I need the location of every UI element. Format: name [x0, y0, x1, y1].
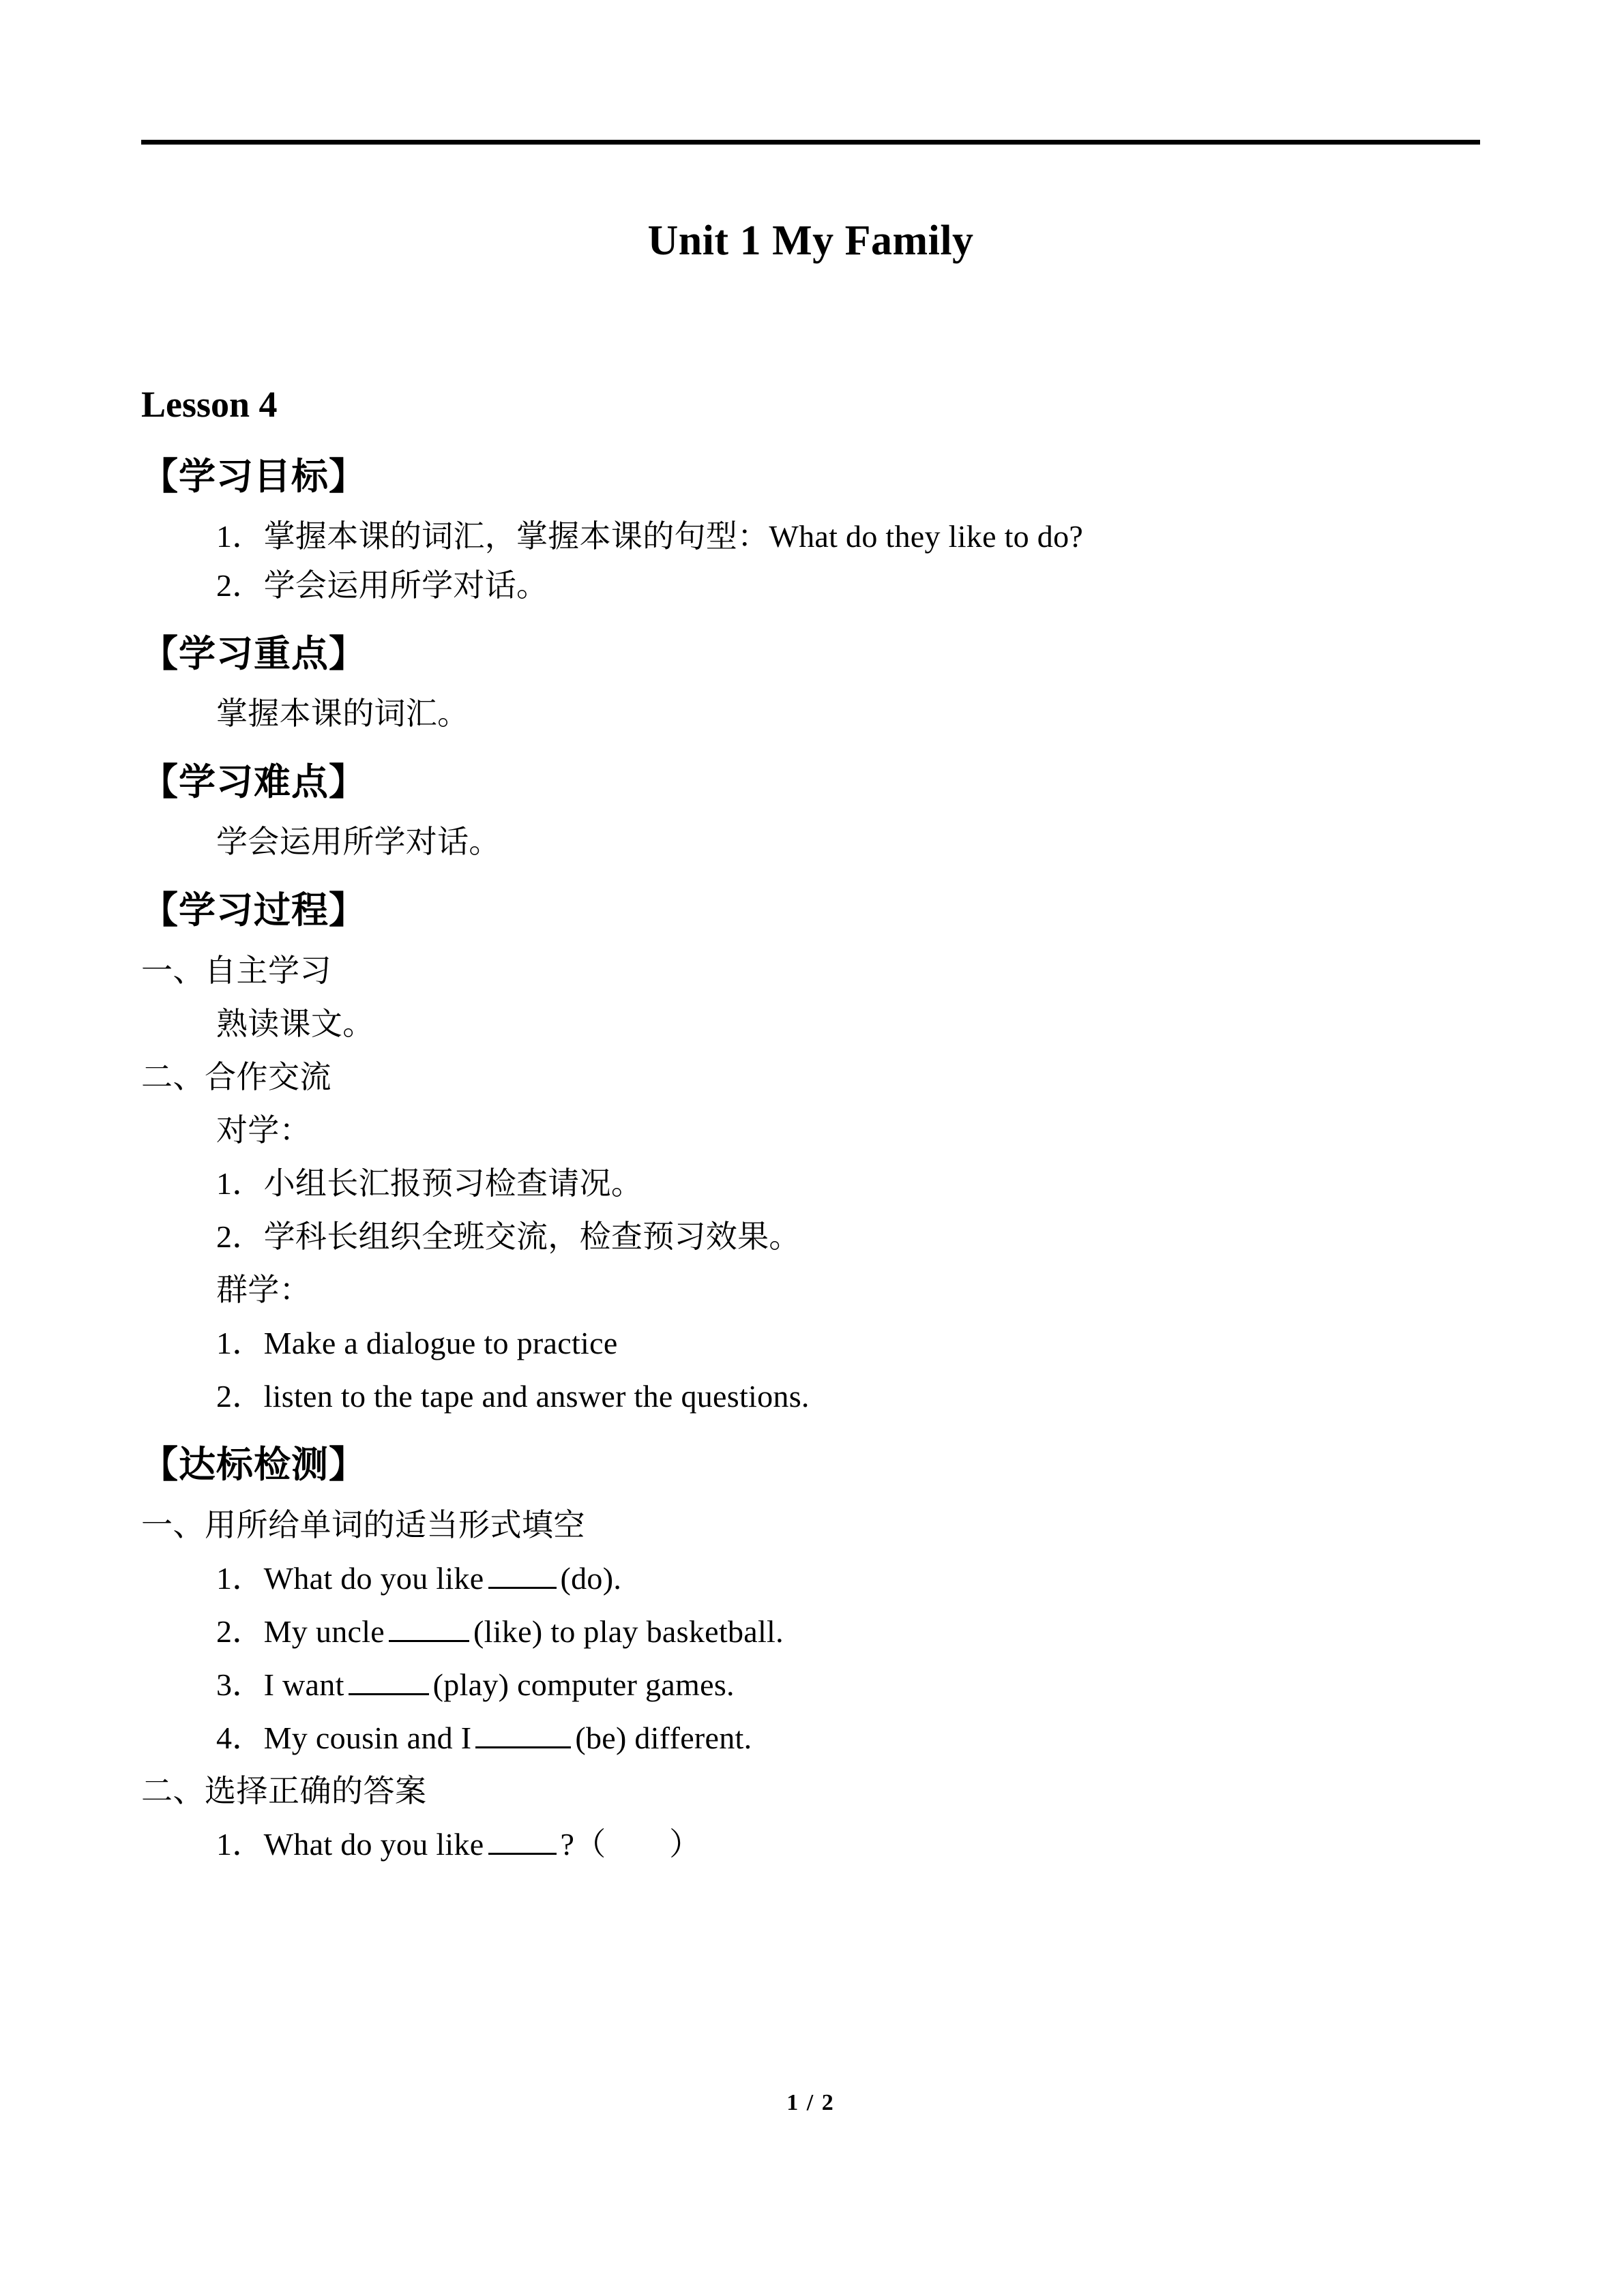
item-number: 1．	[216, 1827, 264, 1862]
exercise-one-heading: 一、用所给单词的适当形式填空	[141, 1507, 585, 1542]
process-part-one-heading: 一、自主学习	[141, 953, 331, 988]
item-number: 1．	[216, 1560, 264, 1596]
spacer	[141, 1429, 1480, 1441]
exercise-two-item-1	[141, 1823, 1480, 1866]
process-part-two-heading: 二、合作交流	[141, 1059, 331, 1094]
section-heading-difficulties: 【学习难点】	[141, 762, 366, 803]
objective-item-2: 2．学会运用所学对话。	[216, 567, 548, 603]
objective-item-1: 1．掌握本课的词汇，掌握本课的句型：What do they like to do?	[216, 518, 1084, 554]
group-study-item-1: 1．Make a dialogue to practice	[216, 1326, 618, 1361]
pair-study-item-2: 2．学科长组织全班交流，检查预习效果。	[216, 1219, 801, 1255]
section-heading-process: 【学习过程】	[141, 890, 366, 931]
item-text-after: (do).	[560, 1560, 622, 1596]
exercise-two-heading: 二、选择正确的答案	[141, 1774, 427, 1809]
answer-blank[interactable]	[475, 1719, 571, 1748]
section-heading-objectives: 【学习目标】	[141, 456, 366, 497]
section-heading-assessment: 【达标检测】	[141, 1444, 366, 1486]
item-text-after: ?（ ）	[560, 1827, 701, 1862]
answer-blank[interactable]	[389, 1613, 469, 1642]
answer-blank[interactable]	[488, 1560, 557, 1589]
exercise-one-item-2	[141, 1611, 1480, 1653]
key-points-item-1: 掌握本课的词汇。	[216, 696, 469, 732]
header-divider	[141, 140, 1480, 145]
page-title: Unit 1 My Family	[647, 218, 974, 264]
item-text-after: (like) to play basketball.	[473, 1613, 784, 1649]
group-study-label: 群学：	[216, 1272, 311, 1308]
spacer	[141, 874, 1480, 886]
process-part-one-item-1: 熟读课文。	[216, 1006, 374, 1041]
exercise-one-item-1	[141, 1557, 1480, 1600]
answer-blank[interactable]	[349, 1666, 429, 1695]
item-text-before: I want	[263, 1667, 344, 1702]
pair-study-item-1: 1．小组长汇报预习检查请况。	[216, 1166, 643, 1201]
page-number-footer: 1 / 2	[786, 2090, 835, 2115]
document-body	[141, 382, 1480, 1877]
item-number: 4．	[216, 1720, 264, 1756]
spacer	[141, 746, 1480, 758]
item-text-before: My uncle	[263, 1613, 385, 1649]
exercise-one-item-3	[141, 1664, 1480, 1706]
lesson-label: Lesson 4	[141, 384, 278, 425]
item-text-after: (play) computer games.	[432, 1667, 735, 1702]
item-text-before: My cousin and I	[263, 1720, 472, 1756]
item-text-before: What do you like	[263, 1827, 484, 1862]
spacer	[141, 618, 1480, 630]
item-text-before: What do you like	[263, 1560, 484, 1596]
item-number: 3．	[216, 1667, 264, 1702]
item-text-after: (be) different.	[575, 1720, 752, 1756]
section-heading-key-points: 【学习重点】	[141, 633, 366, 674]
exercise-one-item-4	[141, 1717, 1480, 1759]
group-study-item-2: 2．listen to the tape and answer the questions.	[216, 1379, 810, 1414]
item-number: 2．	[216, 1613, 264, 1649]
difficulties-item-1: 学会运用所学对话。	[216, 824, 501, 860]
answer-blank[interactable]	[488, 1825, 557, 1855]
pair-study-label: 对学：	[216, 1112, 311, 1148]
